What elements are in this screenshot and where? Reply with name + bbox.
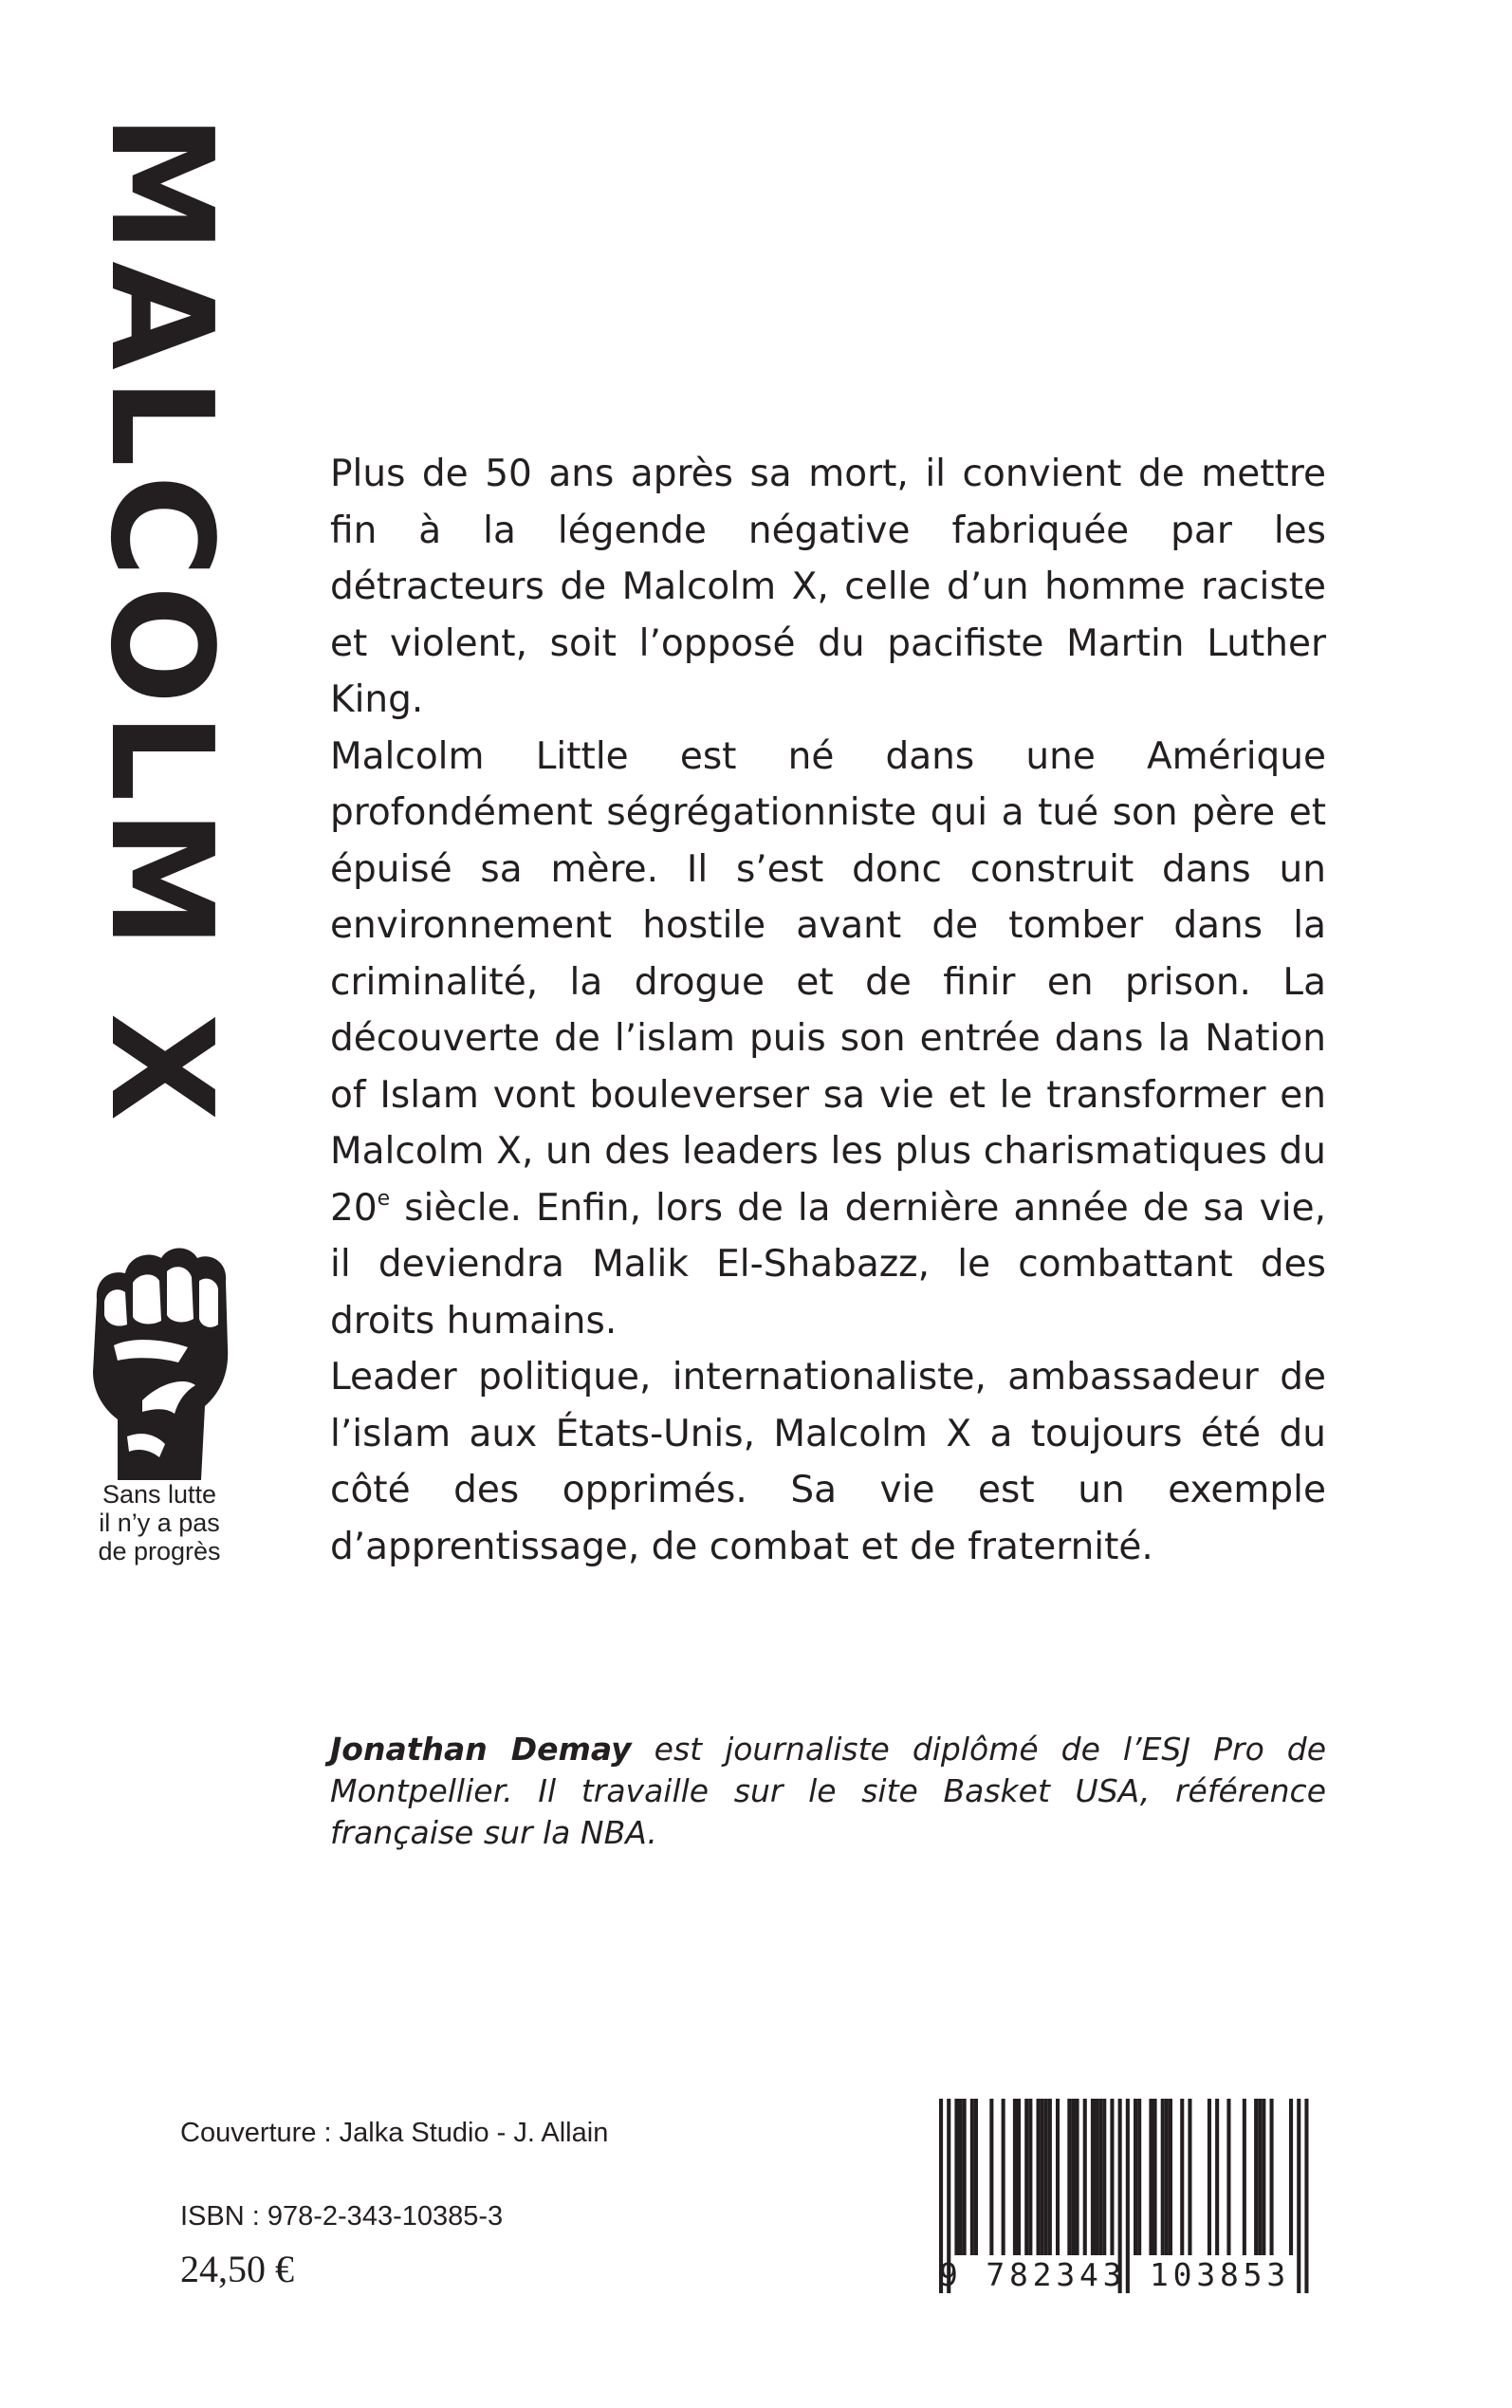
barcode-bar <box>1071 2099 1075 2255</box>
barcode-bar <box>1013 2099 1017 2255</box>
barcode-bar <box>1017 2099 1021 2255</box>
barcode-bar <box>1044 2099 1048 2255</box>
summary-paragraph-2-end: siècle. Enfin, lors de la dernière année de sa vie, il deviendra Malik El-Shabazz, le combattant des droits humains. <box>330 1186 1326 1343</box>
barcode-bar <box>1024 2099 1028 2255</box>
author-name: Jonathan Demay <box>330 1731 632 1768</box>
barcode-bar <box>1188 2099 1191 2255</box>
barcode-bar <box>1041 2099 1044 2255</box>
barcode-bar <box>1165 2099 1169 2255</box>
barcode-bar <box>1153 2099 1157 2255</box>
slogan <box>74 1480 245 1565</box>
price: 24,50 € <box>180 2248 294 2290</box>
barcode-bar <box>1169 2099 1172 2255</box>
barcode-bar <box>989 2099 993 2255</box>
barcode-bar <box>1134 2099 1137 2255</box>
barcode-bar <box>1102 2099 1106 2255</box>
cover-credit: Couverture : Jalka Studio - J. Allain <box>180 2118 609 2148</box>
summary-paragraph-1: Plus de 50 ans après sa mort, il convient de mettre fin à la légende négative fabriquée par les détracteurs de Malcolm X, celle d’un homme raciste et violent, soit l’opposé du pacifiste Martin Luther King. <box>330 453 1326 721</box>
barcode-bar <box>1270 2099 1274 2255</box>
barcode-bar <box>1091 2099 1095 2255</box>
barcode-bar <box>1098 2099 1102 2255</box>
barcode-bar <box>1048 2099 1052 2255</box>
barcode-bar <box>1002 2099 1005 2255</box>
barcode-bar <box>954 2099 958 2255</box>
barcode-bar <box>1149 2099 1152 2255</box>
barcode-bar <box>1208 2099 1211 2255</box>
raised-fist-icon <box>76 1233 237 1480</box>
spine-title: MALCOLM X <box>80 114 243 1129</box>
barcode-bar <box>963 2099 967 2255</box>
barcode-bar <box>1095 2099 1098 2255</box>
summary-paragraph-3: Leader politique, internationaliste, ambassadeur de l’islam aux États-Unis, Malcolm X a toujours été du côté des opprimés. Sa vie est un exemple d’apprentissage, de combat et de fraternité. <box>330 1356 1326 1568</box>
barcode-bar <box>1137 2099 1141 2255</box>
barcode-bar <box>1083 2099 1087 2255</box>
barcode-bar <box>959 2099 963 2255</box>
barcode-bar <box>1056 2099 1060 2255</box>
barcode-bar <box>1076 2099 1079 2255</box>
isbn: ISBN : 978-2-343-10385-3 <box>180 2201 504 2232</box>
barcode-bar <box>1215 2099 1219 2255</box>
century-superscript: e <box>377 1186 391 1211</box>
barcode-bar <box>1262 2099 1265 2255</box>
barcode-bar <box>1161 2099 1165 2255</box>
barcode-bar <box>1180 2099 1184 2255</box>
barcode-bar <box>1110 2099 1114 2255</box>
book-summary <box>330 446 1326 1575</box>
summary-paragraph-2-start: Malcolm Little est né dans une Amérique profondément ségrégationniste qui a tué son père et épuisé sa mère. Il s’est donc construit dans un environnement hostile avant de tomber dans la criminalité, la drogue et de finir en prison. La découverte de l’islam puis son entrée dans la Nation of Islam vont bouleverser sa vie et le transformer en Malcolm X, un des leaders les plus charismatiques du 20 <box>330 734 1326 1230</box>
author-bio <box>330 1729 1326 1854</box>
barcode-bar <box>1243 2099 1246 2255</box>
slogan-line-3: de progrès <box>98 1537 221 1565</box>
barcode-bar <box>1289 2099 1293 2255</box>
summary-paragraph-2 <box>330 729 1326 1350</box>
barcode-bar <box>974 2099 978 2255</box>
barcode-bar <box>1037 2099 1041 2255</box>
barcode-bar <box>1067 2099 1071 2255</box>
barcode-bar <box>1258 2099 1262 2255</box>
barcode-bar <box>1226 2099 1230 2255</box>
author-bio-text: est journaliste diplômé de l’ESJ Pro de Montpellier. Il travaille sur le site Basket USA, référence française sur la NBA. <box>330 1731 1326 1851</box>
barcode-bar <box>970 2099 974 2255</box>
slogan-line-2: il n’y a pas <box>99 1509 220 1537</box>
barcode-bar <box>1028 2099 1032 2255</box>
barcode-digits: 9 782343 103853 <box>938 2256 1290 2293</box>
barcode-bar <box>1254 2099 1258 2255</box>
slogan-line-1: Sans lutte <box>101 1480 217 1509</box>
